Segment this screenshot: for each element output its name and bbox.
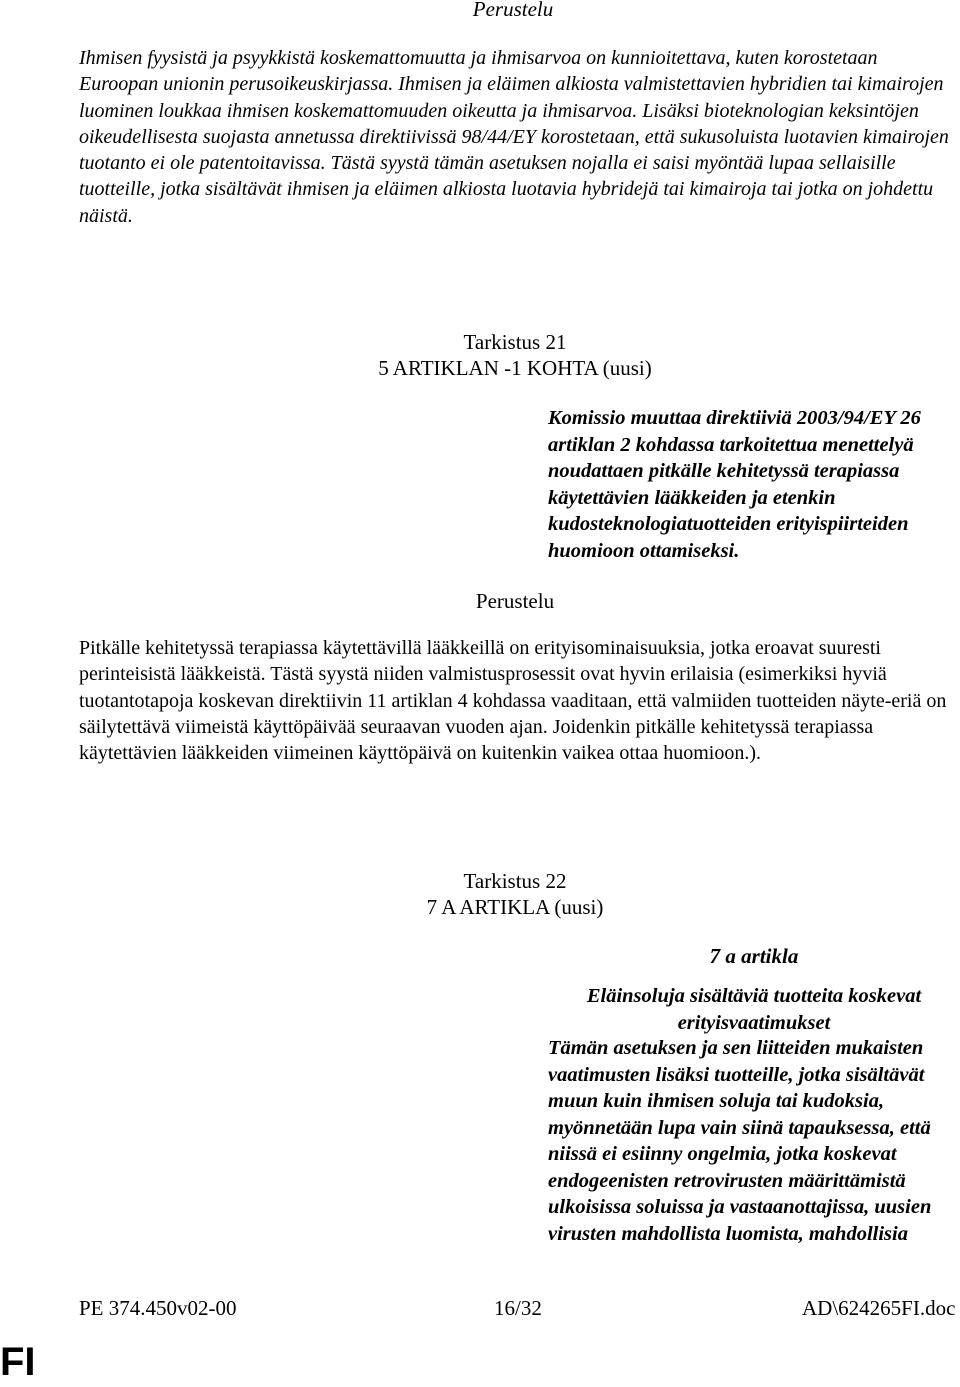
article-7a-text: Tämän asetuksen ja sen liitteiden mukaisten vaatimusten lisäksi tuotteille, jotka sisältävät muun kuin ihmisen soluja tai kudoksia, myönnetään lupa vain siinä tapauksessa, että niissä ei esiinny ongelmia, jotka koskevat endogeenisten retrovirusten määrittämistä ulkoisissa soluissa ja vastaanottajissa, uusien virusten mahdollista luomista, mahdollisia	[548, 1037, 932, 1245]
amendment-21-article: 5 ARTIKLAN -1 KOHTA (uusi)	[378, 356, 652, 380]
amendment-22-number: Tarkistus 22	[463, 869, 567, 893]
footer-page-number: 16/32	[494, 1296, 542, 1320]
justification-heading: Perustelu	[472, 0, 554, 21]
footer-doc-ref: PE 374.450v02-00	[79, 1296, 237, 1320]
amendment-21-justification-heading: Perustelu	[475, 589, 555, 613]
article-7a-title: 7 a artikla	[709, 944, 799, 968]
amendment-21-justification-text: Pitkälle kehitetyssä terapiassa käytettävillä lääkkeillä on erityisominaisuuksia, jotka eroavat suuresti perinteisistä lääkkeistä. Tästä syystä niiden valmistusprosessit ovat hyvin erilaisia (esimerkiksi hyviä tuotantotapoja koskevan direktiivin 11 artiklan 4 kohdassa vaaditaan, että valmiiden tuotteiden näyte-eriä on säilytettävä viimeistä käyttöpäivää seuraavan vuoden ajan. Joidenkin pitkälle kehitetyssä terapiassa käytettävien lääkkeiden viimeinen käyttöpäivä on kuitenkin vaikea ottaa huomioon.).	[79, 637, 947, 765]
justification-text: Ihmisen fyysistä ja psyykkistä koskemattomuutta ja ihmisarvoa on kunnioitettava, kuten korostetaan Euroopan unionin perusoikeuskirjassa. Ihmisen ja eläimen alkiosta valmistettavien hybridien tai kimairojen luominen loukkaa ihmisen koskemattomuuden oikeutta ja ihmisarvoa. Lisäksi bioteknologian keksintöjen oikeudellisesta suojasta annetussa direktiivissä 98/44/EY korostetaan, että sukusoluista luotavien kimairojen tuotanto ei ole patentoitavissa. Tästä syystä tämän asetuksen nojalla ei saisi myöntää lupaa sellaisille tuotteille, jotka sisältävät ihmisen ja eläimen alkiosta luotavia hybridejä tai kimairoja tai jotka on johdettu näistä.	[79, 47, 949, 227]
footer-file-name: AD\624265FI.doc	[802, 1296, 956, 1320]
article-7a-subtitle: Eläinsoluja sisältäviä tuotteita koskevat erityisvaatimukset	[586, 985, 922, 1034]
amendment-21-text: Komissio muuttaa direktiiviä 2003/94/EY 26 artiklan 2 kohdassa tarkoitettua menettelyä noudattaen pitkälle kehitetyssä terapiassa käytettävien lääkkeiden ja etenkin kudosteknologiatuotteiden erityispiirteiden huomioon ottamiseksi.	[548, 407, 921, 562]
language-code: FI	[0, 1340, 36, 1384]
amendment-22-article: 7 A ARTIKLA (uusi)	[426, 895, 604, 919]
amendment-21-number: Tarkistus 21	[463, 330, 567, 354]
